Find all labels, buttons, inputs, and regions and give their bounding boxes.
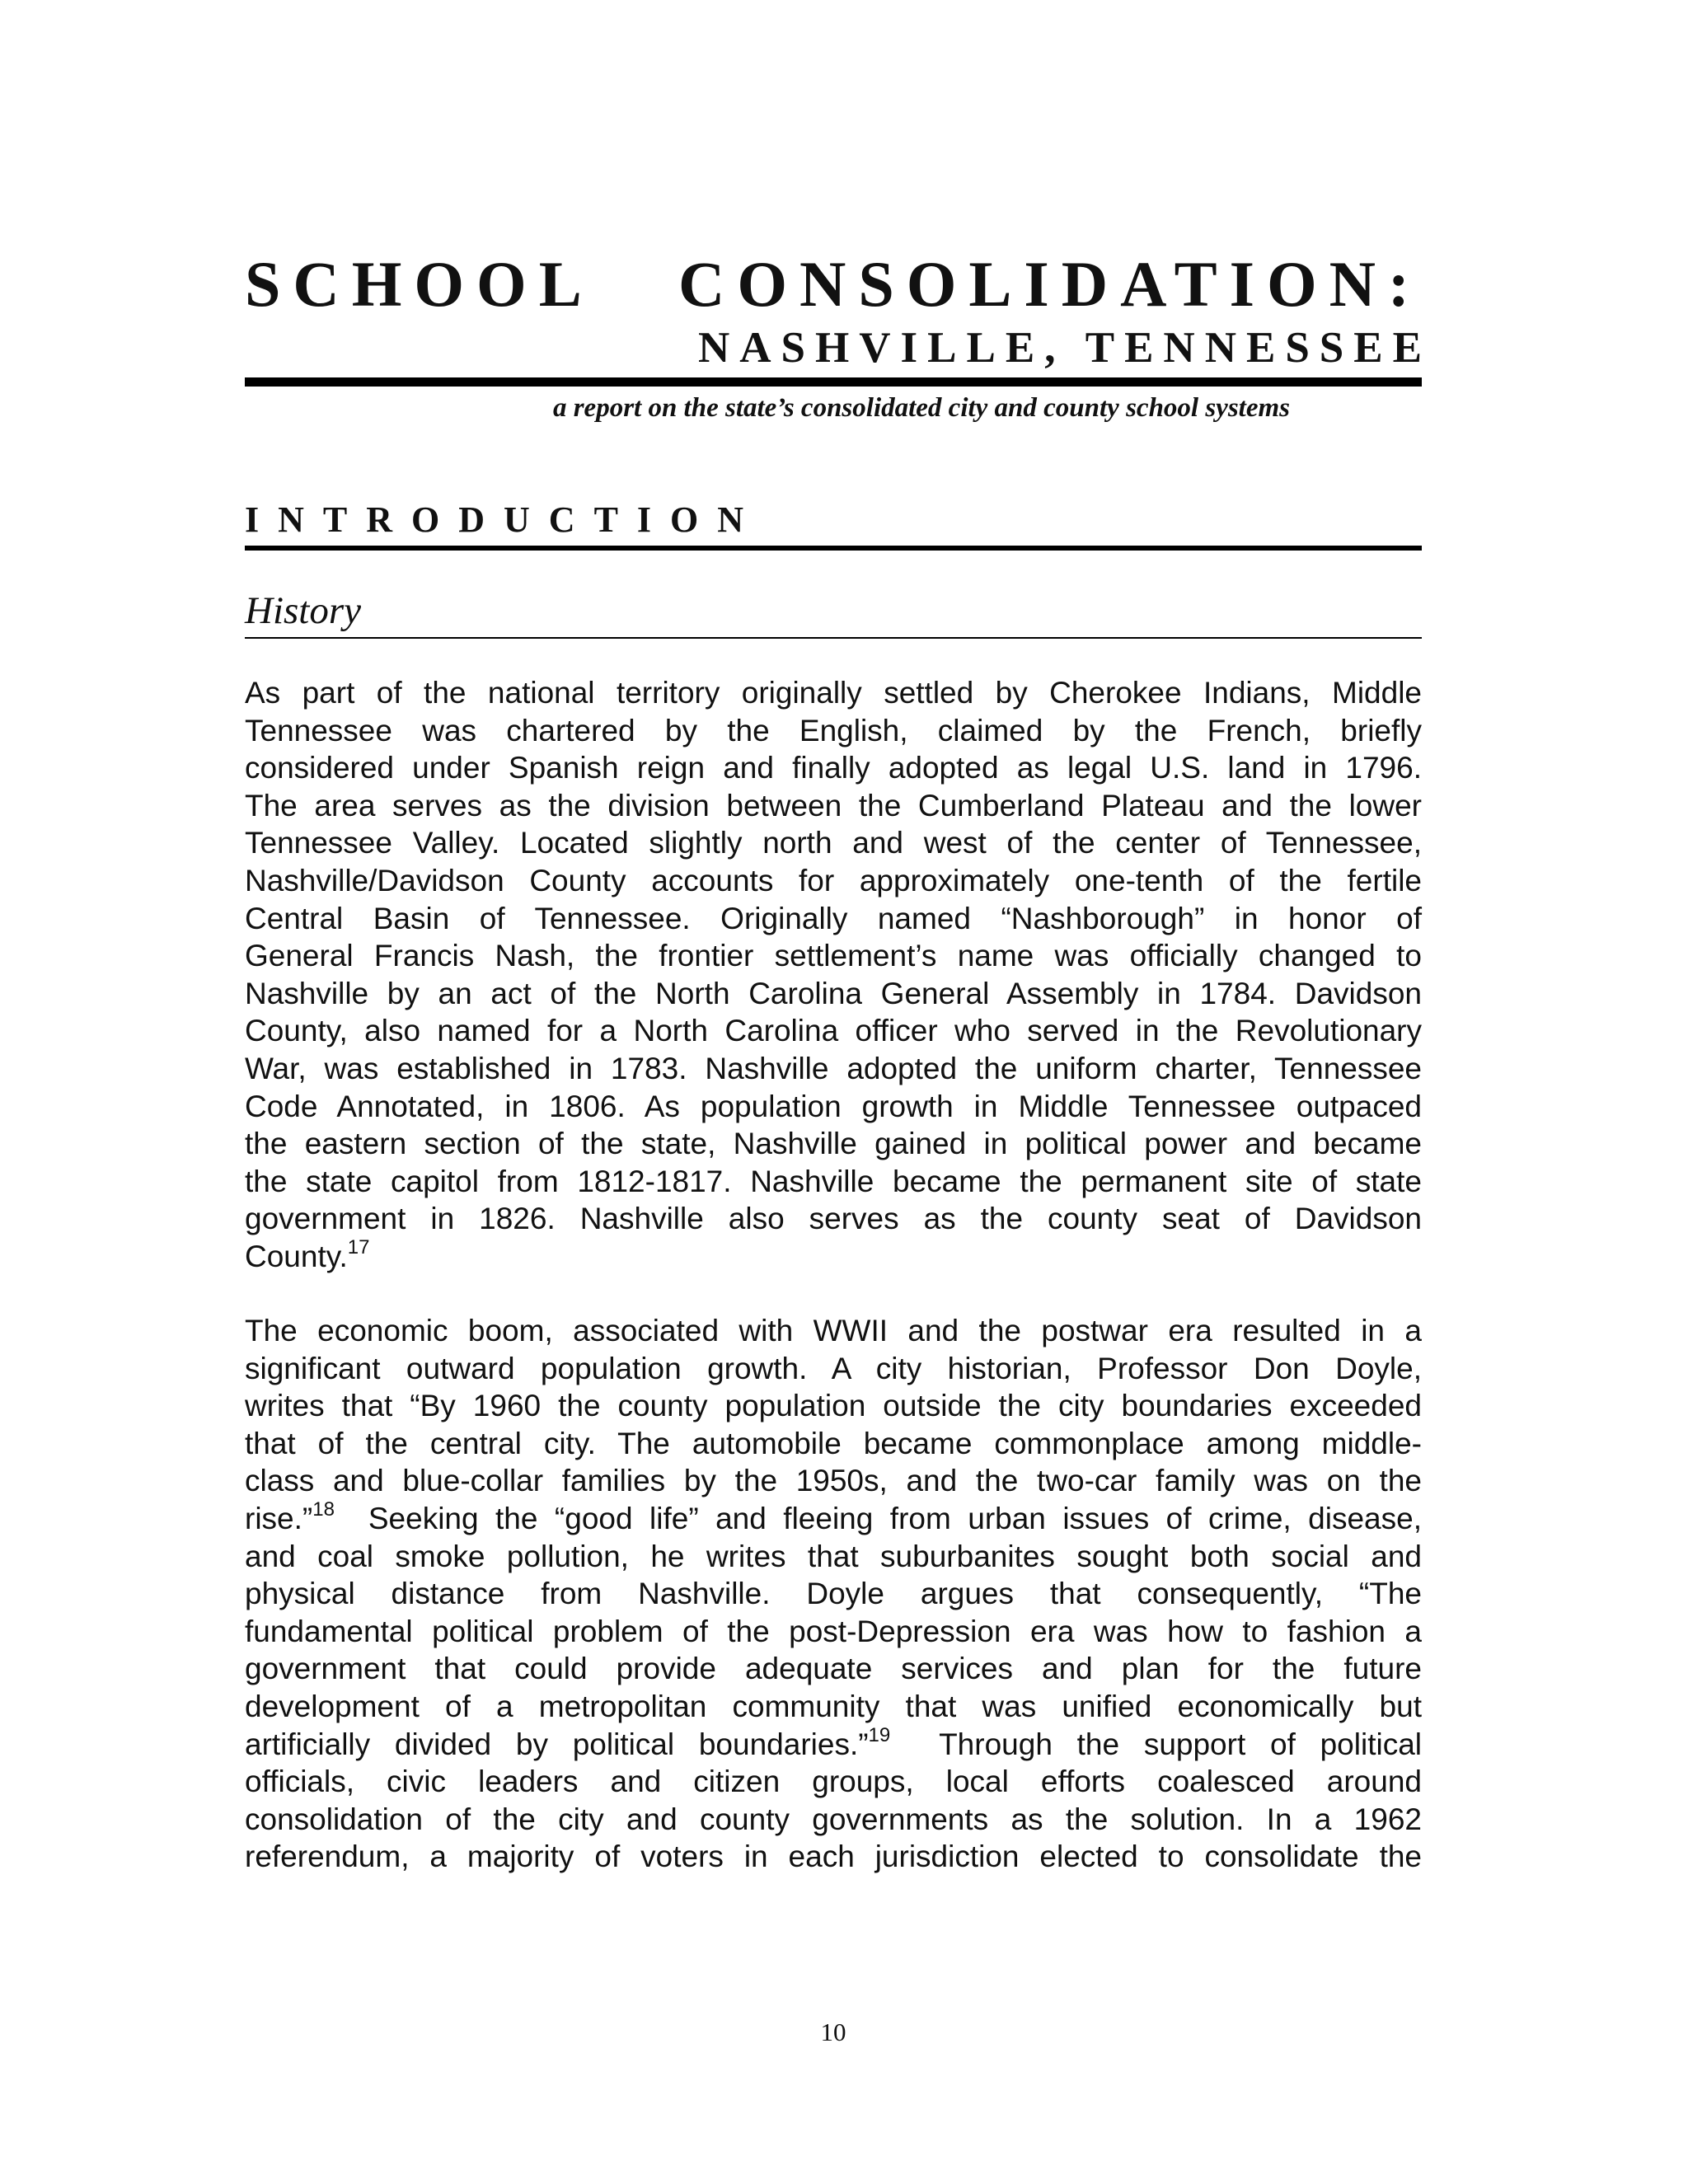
paragraph-line: government that could provide adequate services and plan for the future <box>245 1652 1422 1686</box>
paragraph-line: Code Annotated, in 1806. As population growth in Middle Tennessee outpaced <box>245 1089 1422 1123</box>
paragraph-line: County, also named for a North Carolina officer who served in the Revolutionary <box>245 1014 1422 1048</box>
paragraph-line: Tennessee Valley. Located slightly north and west of the center of Tennessee, <box>245 826 1422 860</box>
paragraph-line: referendum, a majority of voters in each jurisdiction elected to consolidate the <box>245 1840 1422 1874</box>
paragraph-line: Tennessee was chartered by the English, claimed by the French, briefly <box>245 713 1422 748</box>
footnote-marker: 17 <box>347 1235 370 1258</box>
paragraph-line-text: rise.” <box>245 1501 313 1535</box>
subsection-heading: History <box>245 589 361 632</box>
footnote-marker: 18 <box>312 1497 335 1521</box>
subsection-divider <box>245 637 1422 639</box>
paragraph-line: physical distance from Nashville. Doyle argues that consequently, “The <box>245 1577 1422 1611</box>
report-description: a report on the state’s consolidated city and county school systems <box>552 393 1290 423</box>
paragraph-line: class and blue-collar families by the 1950s, and the two-car family was on the <box>245 1464 1422 1498</box>
paragraph-line <box>245 1497 1422 1538</box>
paragraph-line: government in 1826. Nashville also serves as the county seat of Davidson <box>245 1202 1422 1236</box>
paragraph-line: fundamental political problem of the post-Depression era was how to fashion a <box>245 1614 1422 1648</box>
paragraph-line: writes that “By 1960 the county population outside the city boundaries exceeded <box>245 1389 1422 1423</box>
paragraph-line: development of a metropolitan community that was unified economically but <box>245 1689 1422 1723</box>
paragraph-line: The area serves as the division between the Cumberland Plateau and the lower <box>245 788 1422 823</box>
paragraph-line: consolidation of the city and county governments as the solution. In a 1962 <box>245 1802 1422 1836</box>
paragraph-history-2 <box>245 1312 1422 1876</box>
paragraph-line <box>245 1723 1422 1764</box>
document-page <box>245 0 1432 2184</box>
paragraph-line-text: County. <box>245 1239 348 1273</box>
paragraph-line: Central Basin of Tennessee. Originally named “Nashborough” in honor of <box>245 901 1422 935</box>
paragraph-line: The economic boom, associated with WWII and the postwar era resulted in a <box>245 1314 1422 1347</box>
paragraph-line: Nashville by an act of the North Carolina General Assembly in 1784. Davidson <box>245 976 1422 1010</box>
paragraph-line: considered under Spanish reign and finally adopted as legal U.S. land in 1796. <box>245 751 1422 785</box>
section-heading: INTRODUCTION <box>245 499 763 540</box>
paragraph-line: significant outward population growth. A city historian, Professor Don Doyle, <box>245 1351 1422 1385</box>
paragraph-line-text: Through the support of political <box>890 1727 1422 1761</box>
section-divider <box>245 546 1422 551</box>
paragraph-line: and coal smoke pollution, he writes that suburbanites sought both social and <box>245 1539 1422 1573</box>
paragraph-line-text: artificially divided by political boundaries.” <box>245 1727 869 1761</box>
paragraph-line-text: Seeking the “good life” and fleeing from urban issues of crime, disease, <box>334 1501 1422 1535</box>
paragraph-history-1 <box>245 674 1422 1276</box>
footnote-marker: 19 <box>868 1723 891 1746</box>
paragraph-line: the state capitol from 1812-1817. Nashville became the permanent site of state <box>245 1164 1422 1198</box>
paragraph-line: Nashville/Davidson County accounts for approximately one-tenth of the fertile <box>245 863 1422 898</box>
paragraph-line <box>245 1235 1422 1276</box>
document-title: SCHOOL CONSOLIDATION: <box>245 248 1422 320</box>
title-divider <box>245 377 1422 387</box>
page-number: 10 <box>820 2018 846 2046</box>
paragraph-line: General Francis Nash, the frontier settlement’s name was officially changed to <box>245 939 1422 973</box>
paragraph-line: officials, civic leaders and citizen groups, local efforts coalesced around <box>245 1765 1422 1799</box>
paragraph-line: War, was established in 1783. Nashville adopted the uniform charter, Tennessee <box>245 1051 1422 1085</box>
paragraph-line: As part of the national territory originally settled by Cherokee Indians, Middle <box>245 676 1422 710</box>
paragraph-line: the eastern section of the state, Nashville gained in political power and became <box>245 1127 1422 1161</box>
document-subtitle: NASHVILLE, TENNESSEE <box>697 324 1432 372</box>
paragraph-line: that of the central city. The automobile became commonplace among middle- <box>245 1426 1422 1460</box>
